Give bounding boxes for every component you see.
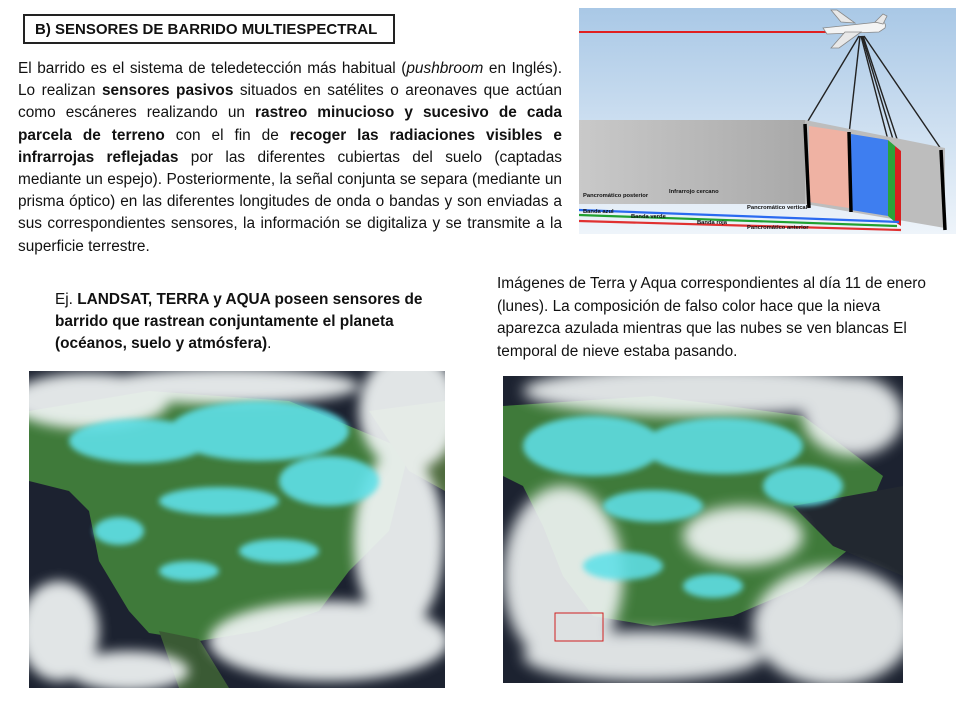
- body-italic-term: pushbroom: [406, 60, 484, 77]
- body-text-5: por las diferentes cubiertas del suelo (captadas mediante un espejo). Posteriormente, la señal conjunta se separa (mediante un prisma óptico) en las diferentes longitudes de onda o bandas y son enviadas a sus correspondientes sensores, la información se digitaliza y se transmite a la superficie terrestre.: [18, 148, 562, 255]
- body-text-3: situados en satélites o areonaves que actúan como escáneres realizando un: [18, 82, 562, 122]
- body-text-4: con el fin de: [164, 126, 290, 144]
- body-bold-2: rastreo minucioso y sucesivo de cada parcela de terreno: [18, 104, 562, 144]
- example-suffix: .: [267, 335, 272, 353]
- body-text-2: en Inglés). Lo realizan: [18, 60, 562, 100]
- example-bold: LANDSAT, TERRA y AQUA poseen sensores de barrido que rastrean conjuntamente el planeta (océanos, suelo y atmósfera): [55, 291, 423, 353]
- label-ir-cercano: Infrarrojo cercano: [669, 189, 719, 195]
- label-pan-anterior: Pancromático anterior: [747, 225, 809, 231]
- satellite-image-terra: [29, 371, 445, 688]
- example-prefix: Ej.: [55, 291, 78, 308]
- image-caption: Imágenes de Terra y Aqua correspondientes al día 11 de enero (lunes). La composición de falso color hace que la nieva aparezca azulada mientras que las nubes se ven blancas El temporal de nieve estaba pasando.: [497, 275, 926, 360]
- blue-band-zone: [851, 134, 888, 216]
- scanning-diagram: [579, 8, 956, 234]
- body-text-1: El barrido es el sistema de teledetección más habitual (: [18, 60, 407, 77]
- label-banda-azul: Banda azul: [583, 209, 614, 215]
- label-banda-verde: Banda verde: [631, 214, 666, 220]
- pan-post-zone: [809, 126, 849, 208]
- example-paragraph: [55, 289, 450, 356]
- label-pan-post: Pancromático posterior: [583, 193, 649, 199]
- satellite-image-aqua: [503, 376, 903, 683]
- label-pan-vertical: Pancromático vertical: [747, 205, 808, 211]
- body-paragraph: [18, 58, 562, 258]
- section-title: B) SENSORES DE BARRIDO MULTIESPECTRAL: [23, 14, 395, 44]
- body-bold-3: recoger las radiaciones visibles e infrarrojas reflejadas: [18, 126, 562, 166]
- body-bold-1: sensores pasivos: [101, 82, 234, 100]
- label-banda-roja: Banda roja: [697, 220, 727, 226]
